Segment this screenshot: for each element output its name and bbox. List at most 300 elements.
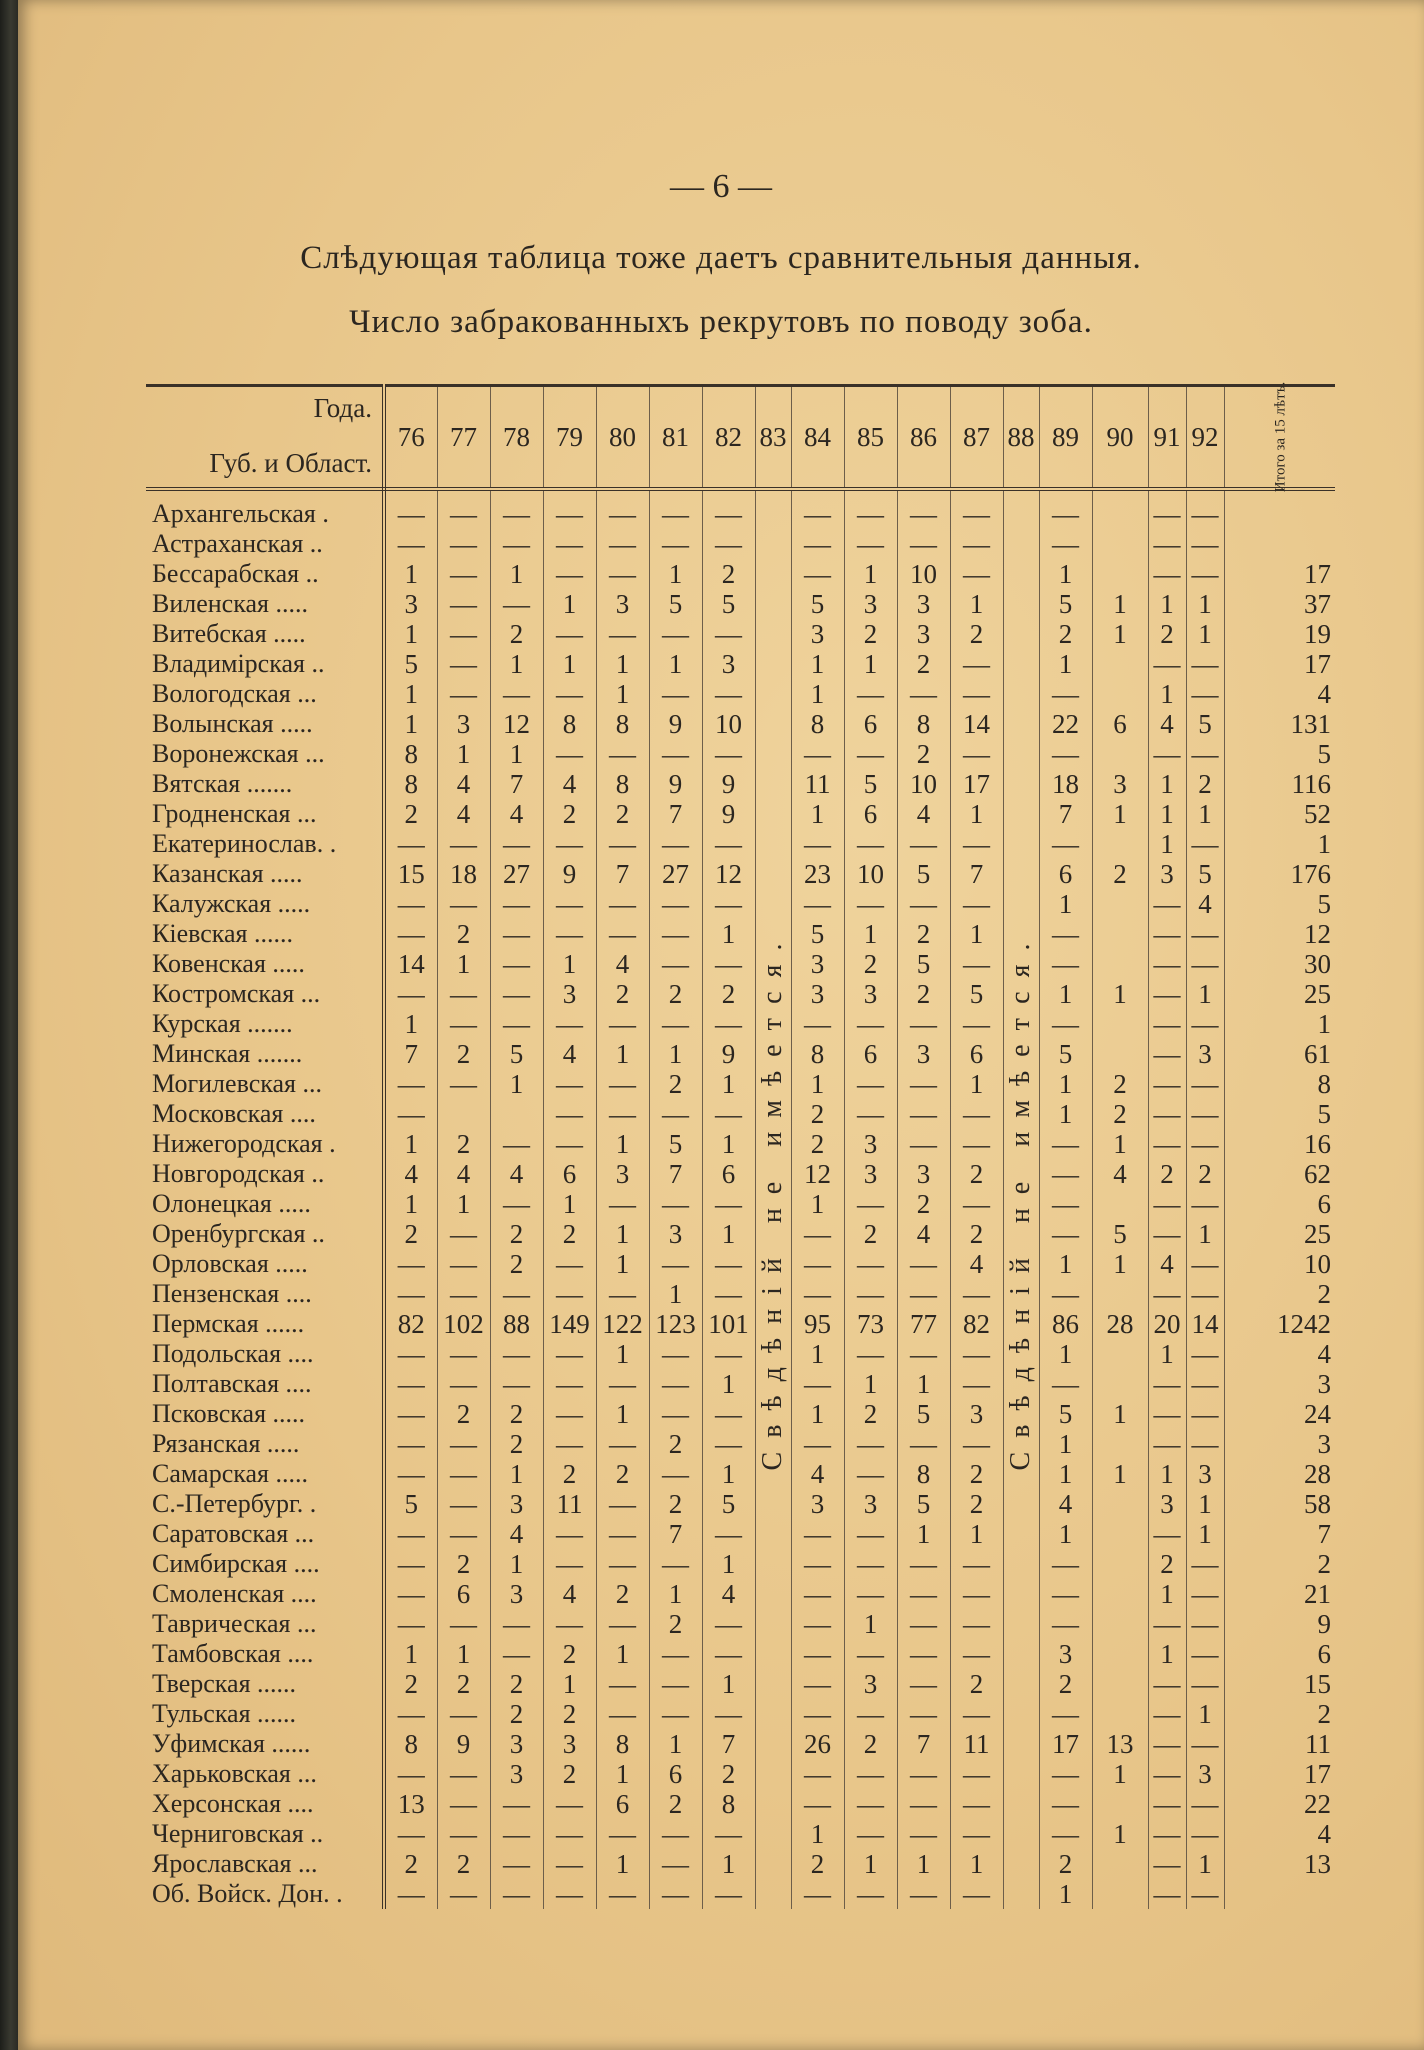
- province-name: Орловская .....: [146, 1249, 384, 1279]
- value-cell: 2: [649, 979, 702, 1009]
- province-name: Самарская .....: [146, 1459, 384, 1489]
- value-cell: —: [702, 489, 755, 529]
- value-cell: 11: [543, 1489, 596, 1519]
- province-name: Казанская .....: [146, 859, 384, 889]
- value-cell: —: [596, 739, 649, 769]
- value-cell: 17: [1039, 1729, 1092, 1759]
- value-cell: —: [897, 1699, 950, 1729]
- table-row: [146, 1819, 1335, 1849]
- value-cell: 2: [950, 1459, 1003, 1489]
- value-cell: —: [702, 1609, 755, 1639]
- value-cell: —: [384, 1099, 437, 1129]
- value-cell: 1: [1092, 979, 1148, 1009]
- province-name: Об. Войск. Дон. .: [146, 1879, 384, 1909]
- value-cell: 7: [596, 859, 649, 889]
- value-cell: 1: [649, 1579, 702, 1609]
- value-cell: —: [1039, 1129, 1092, 1159]
- value-cell: 3: [596, 589, 649, 619]
- value-cell: 1: [1186, 1519, 1224, 1549]
- value-cell: —: [950, 1549, 1003, 1579]
- value-cell: 4: [702, 1579, 755, 1609]
- total-cell: 17: [1304, 649, 1331, 679]
- value-cell: 2: [437, 1399, 490, 1429]
- value-cell: 2: [1186, 1159, 1224, 1189]
- value-cell: —: [437, 1369, 490, 1399]
- value-cell: 14: [384, 949, 437, 979]
- value-cell: —: [384, 919, 437, 949]
- value-cell: 1: [1186, 799, 1224, 829]
- value-cell: —: [437, 1459, 490, 1489]
- value-cell: 4: [543, 769, 596, 799]
- value-cell: 2: [1039, 619, 1092, 649]
- value-cell: 9: [543, 859, 596, 889]
- value-cell: 2: [844, 1729, 897, 1759]
- value-cell: —: [897, 1759, 950, 1789]
- value-cell: —: [1148, 1669, 1186, 1699]
- value-cell: —: [543, 1069, 596, 1099]
- value-cell: —: [596, 1819, 649, 1849]
- value-cell: 5: [1186, 709, 1224, 739]
- value-cell: 1: [1148, 1579, 1186, 1609]
- table-row: [146, 709, 1335, 739]
- value-cell: —: [1039, 529, 1092, 559]
- value-cell: 1: [1148, 829, 1186, 859]
- value-cell: —: [791, 559, 844, 589]
- value-cell: 7: [702, 1729, 755, 1759]
- book-page: [18, 0, 1424, 2050]
- value-cell: —: [1039, 1279, 1092, 1309]
- value-cell: —: [384, 889, 437, 919]
- value-cell: [1092, 1039, 1148, 1069]
- value-cell: —: [1148, 1219, 1186, 1249]
- value-cell: 3: [1092, 769, 1148, 799]
- value-cell: 1: [1186, 1489, 1224, 1519]
- value-cell: —: [1148, 1609, 1186, 1639]
- value-cell: —: [1148, 1849, 1186, 1879]
- province-name: Виленская .....: [146, 589, 384, 619]
- value-cell: [1092, 1549, 1148, 1579]
- table-row: [146, 1159, 1335, 1189]
- value-cell: [1092, 1579, 1148, 1609]
- page-number: — 6 —: [670, 168, 772, 205]
- value-cell: 2: [1092, 859, 1148, 889]
- value-cell: —: [1148, 1729, 1186, 1759]
- value-cell: 1: [950, 589, 1003, 619]
- value-cell: —: [844, 1249, 897, 1279]
- value-cell: —: [1148, 1009, 1186, 1039]
- value-cell: —: [543, 1249, 596, 1279]
- value-cell: 5: [490, 1039, 543, 1069]
- value-cell: —: [1039, 1609, 1092, 1639]
- value-cell: 1: [1186, 1849, 1224, 1879]
- value-cell: 1: [1186, 619, 1224, 649]
- value-cell: —: [897, 1429, 950, 1459]
- value-cell: —: [791, 1519, 844, 1549]
- value-cell: —: [897, 889, 950, 919]
- value-cell: —: [490, 1789, 543, 1819]
- total-cell: 12: [1304, 919, 1331, 949]
- value-cell: 1: [897, 1849, 950, 1879]
- value-cell: 7: [490, 769, 543, 799]
- value-cell: —: [596, 1549, 649, 1579]
- value-cell: 3: [844, 589, 897, 619]
- value-cell: —: [384, 1279, 437, 1309]
- table-row: [146, 1309, 1335, 1339]
- value-cell: 1: [1148, 769, 1186, 799]
- value-cell: —: [1186, 1069, 1224, 1099]
- value-cell: —: [1148, 949, 1186, 979]
- province-name: Витебская .....: [146, 619, 384, 649]
- value-cell: 9: [649, 769, 702, 799]
- value-cell: 8: [596, 709, 649, 739]
- value-cell: 3: [844, 979, 897, 1009]
- value-cell: —: [844, 1189, 897, 1219]
- value-cell: 1: [950, 1519, 1003, 1549]
- value-cell: 1: [543, 589, 596, 619]
- value-cell: —: [437, 1609, 490, 1639]
- province-name: Уфимская ......: [146, 1729, 384, 1759]
- total-cell: 58: [1304, 1489, 1331, 1519]
- value-cell: 1: [596, 1039, 649, 1069]
- table-row: [146, 679, 1335, 709]
- value-cell: —: [702, 889, 755, 919]
- value-cell: —: [543, 559, 596, 589]
- value-cell: 2: [437, 919, 490, 949]
- province-name: Псковская .....: [146, 1399, 384, 1429]
- value-cell: —: [649, 489, 702, 529]
- value-cell: —: [897, 489, 950, 529]
- province-name: Владимірская ..: [146, 649, 384, 679]
- value-cell: 5: [897, 1399, 950, 1429]
- total-cell: 6: [1317, 1639, 1331, 1669]
- value-cell: —: [490, 529, 543, 559]
- value-cell: —: [702, 1699, 755, 1729]
- value-cell: 1: [437, 949, 490, 979]
- value-cell: 1: [791, 1339, 844, 1369]
- value-cell: [1092, 1429, 1148, 1459]
- province-name: Костромская ...: [146, 979, 384, 1009]
- total-cell: 25: [1304, 1219, 1331, 1249]
- value-cell: [1092, 1369, 1148, 1399]
- value-cell: 3: [950, 1399, 1003, 1429]
- value-cell: 14: [950, 709, 1003, 739]
- value-cell: 5: [649, 1129, 702, 1159]
- table-row: [146, 1399, 1335, 1429]
- value-cell: 88: [490, 1309, 543, 1339]
- value-cell: —: [791, 739, 844, 769]
- value-cell: —: [596, 1369, 649, 1399]
- value-cell: [1092, 529, 1148, 559]
- value-cell: 8: [596, 1729, 649, 1759]
- value-cell: 3: [844, 1669, 897, 1699]
- value-cell: 122: [596, 1309, 649, 1339]
- value-cell: 4: [490, 1159, 543, 1189]
- province-name: Херсонская ....: [146, 1789, 384, 1819]
- value-cell: —: [950, 1639, 1003, 1669]
- value-cell: 3: [1186, 1759, 1224, 1789]
- value-cell: 7: [897, 1729, 950, 1759]
- value-cell: [1092, 1669, 1148, 1699]
- value-cell: 8: [897, 1459, 950, 1489]
- value-cell: 1: [1039, 1069, 1092, 1099]
- value-cell: —: [384, 1459, 437, 1489]
- value-cell: 3: [543, 979, 596, 1009]
- province-name: Оренбургская ..: [146, 1219, 384, 1249]
- value-cell: —: [844, 1339, 897, 1369]
- province-name: Могилевская ...: [146, 1069, 384, 1099]
- value-cell: 2: [702, 1759, 755, 1789]
- table-row: [146, 1279, 1335, 1309]
- value-cell: —: [1039, 1219, 1092, 1249]
- value-cell: —: [1148, 1399, 1186, 1429]
- total-cell: 4: [1317, 1819, 1331, 1849]
- value-cell: 2: [543, 1219, 596, 1249]
- value-cell: 1: [649, 1279, 702, 1309]
- value-cell: 1: [702, 1849, 755, 1879]
- value-cell: —: [543, 1519, 596, 1549]
- value-cell: 6: [702, 1159, 755, 1189]
- value-cell: —: [543, 489, 596, 529]
- province-name: Смоленская ....: [146, 1579, 384, 1609]
- value-cell: 13: [1092, 1729, 1148, 1759]
- value-cell: —: [950, 829, 1003, 859]
- value-cell: —: [791, 1279, 844, 1309]
- table-row: [146, 919, 1335, 949]
- table-row: [146, 1339, 1335, 1369]
- value-cell: 8: [791, 709, 844, 739]
- value-cell: 8: [596, 769, 649, 799]
- value-cell: 1: [596, 1249, 649, 1279]
- value-cell: 10: [844, 859, 897, 889]
- province-name: Волынская .....: [146, 709, 384, 739]
- value-cell: 8: [384, 739, 437, 769]
- value-cell: 4: [543, 1579, 596, 1609]
- value-cell: 1: [490, 1069, 543, 1099]
- value-cell: —: [950, 559, 1003, 589]
- value-cell: 4: [490, 1519, 543, 1549]
- value-cell: 5: [649, 589, 702, 619]
- value-cell: —: [1039, 1699, 1092, 1729]
- value-cell: —: [844, 739, 897, 769]
- value-cell: 2: [897, 649, 950, 679]
- value-cell: 2: [1148, 619, 1186, 649]
- value-cell: —: [1186, 649, 1224, 679]
- value-cell: 1: [543, 649, 596, 679]
- value-cell: —: [1186, 1279, 1224, 1309]
- value-cell: 1: [1148, 799, 1186, 829]
- table-row: [146, 1549, 1335, 1579]
- value-cell: —: [897, 1069, 950, 1099]
- value-cell: 1: [702, 1219, 755, 1249]
- value-cell: —: [543, 1339, 596, 1369]
- table-row: [146, 1429, 1335, 1459]
- total-cell: 3: [1317, 1429, 1331, 1459]
- value-cell: 2: [791, 1849, 844, 1879]
- value-cell: —: [791, 1759, 844, 1789]
- province-name: Черниговская ..: [146, 1819, 384, 1849]
- value-cell: —: [1148, 1189, 1186, 1219]
- value-cell: 4: [950, 1249, 1003, 1279]
- province-name: Симбирская ....: [146, 1549, 384, 1579]
- value-cell: —: [649, 829, 702, 859]
- value-cell: —: [1039, 949, 1092, 979]
- value-cell: —: [490, 679, 543, 709]
- total-header: [1224, 381, 1335, 493]
- total-cell: 17: [1304, 1759, 1331, 1789]
- value-cell: 1: [702, 1129, 755, 1159]
- value-cell: 1: [950, 919, 1003, 949]
- table-row: [146, 1759, 1335, 1789]
- value-cell: 3: [897, 1039, 950, 1069]
- value-cell: 149: [543, 1309, 596, 1339]
- value-cell: —: [791, 1369, 844, 1399]
- value-cell: —: [596, 1069, 649, 1099]
- total-cell: 4: [1317, 679, 1331, 709]
- province-name: Архангельская .: [146, 489, 384, 529]
- value-cell: 1: [384, 709, 437, 739]
- value-cell: —: [437, 1009, 490, 1039]
- value-cell: 1: [490, 559, 543, 589]
- value-cell: —: [1148, 1519, 1186, 1549]
- province-name: Кіевская ......: [146, 919, 384, 949]
- value-cell: —: [1186, 949, 1224, 979]
- table-row: [146, 1699, 1335, 1729]
- value-cell: —: [543, 1549, 596, 1579]
- value-cell: —: [649, 1669, 702, 1699]
- total-cell: 52: [1304, 799, 1331, 829]
- value-cell: 1: [1039, 1099, 1092, 1129]
- value-cell: —: [844, 679, 897, 709]
- no-data-column: [755, 489, 791, 1909]
- province-name: Саратовская ...: [146, 1519, 384, 1549]
- value-cell: —: [543, 619, 596, 649]
- value-cell: 1: [1039, 559, 1092, 589]
- value-cell: —: [702, 679, 755, 709]
- value-cell: 4: [791, 1459, 844, 1489]
- value-cell: —: [490, 1009, 543, 1039]
- value-cell: —: [950, 1339, 1003, 1369]
- year-header: 86: [897, 386, 950, 490]
- value-cell: —: [649, 1849, 702, 1879]
- value-cell: —: [897, 529, 950, 559]
- value-cell: 9: [702, 799, 755, 829]
- year-header: 78: [490, 386, 543, 490]
- value-cell: —: [490, 829, 543, 859]
- total-cell: 1: [1317, 829, 1331, 859]
- value-cell: 1: [791, 1399, 844, 1429]
- value-cell: —: [897, 679, 950, 709]
- value-cell: 2: [897, 979, 950, 1009]
- total-cell: 1242: [1277, 1309, 1331, 1339]
- value-cell: —: [1186, 679, 1224, 709]
- value-cell: 1: [596, 1399, 649, 1429]
- value-cell: —: [844, 1429, 897, 1459]
- value-cell: —: [543, 739, 596, 769]
- value-cell: 4: [596, 949, 649, 979]
- value-cell: —: [490, 1279, 543, 1309]
- value-cell: —: [437, 1219, 490, 1249]
- value-cell: —: [1186, 1189, 1224, 1219]
- value-cell: —: [1186, 1819, 1224, 1849]
- value-cell: —: [490, 589, 543, 619]
- value-cell: 1: [950, 1069, 1003, 1099]
- value-cell: 1: [596, 1129, 649, 1159]
- value-cell: —: [702, 1639, 755, 1669]
- no-data-note: Свѣдѣній не имѣется.: [1005, 929, 1036, 1471]
- value-cell: 22: [1039, 709, 1092, 739]
- value-cell: 1: [649, 559, 702, 589]
- value-cell: 1: [844, 1849, 897, 1879]
- value-cell: —: [384, 529, 437, 559]
- value-cell: —: [1039, 739, 1092, 769]
- value-cell: —: [596, 1189, 649, 1219]
- value-cell: —: [791, 1879, 844, 1909]
- value-cell: —: [791, 1219, 844, 1249]
- value-cell: 6: [844, 1039, 897, 1069]
- value-cell: —: [384, 1879, 437, 1909]
- value-cell: 2: [844, 619, 897, 649]
- value-cell: —: [437, 1879, 490, 1909]
- value-cell: 2: [950, 1669, 1003, 1699]
- value-cell: 9: [437, 1729, 490, 1759]
- value-cell: [1092, 1339, 1148, 1369]
- value-cell: —: [844, 489, 897, 529]
- value-cell: —: [950, 1609, 1003, 1639]
- table-row: [146, 1669, 1335, 1699]
- value-cell: —: [384, 1699, 437, 1729]
- value-cell: 1: [1092, 1819, 1148, 1849]
- value-cell: —: [950, 1879, 1003, 1909]
- value-cell: —: [1186, 829, 1224, 859]
- value-cell: —: [1039, 1369, 1092, 1399]
- total-cell: 3: [1317, 1369, 1331, 1399]
- value-cell: 11: [950, 1729, 1003, 1759]
- total-cell: 22: [1304, 1789, 1331, 1819]
- recruit-goiter-table: [146, 381, 1335, 1909]
- value-cell: 4: [1092, 1159, 1148, 1189]
- value-cell: —: [950, 949, 1003, 979]
- corner-cell: [146, 386, 384, 490]
- value-cell: 1: [1186, 1699, 1224, 1729]
- value-cell: 3: [437, 709, 490, 739]
- value-cell: —: [596, 889, 649, 919]
- value-cell: —: [1186, 1249, 1224, 1279]
- province-name: Вятская .......: [146, 769, 384, 799]
- value-cell: 14: [1186, 1309, 1224, 1339]
- value-cell: 2: [897, 1189, 950, 1219]
- value-cell: —: [844, 1549, 897, 1579]
- value-cell: 2: [384, 799, 437, 829]
- value-cell: —: [702, 739, 755, 769]
- value-cell: 86: [1039, 1309, 1092, 1339]
- value-cell: 1: [596, 1639, 649, 1669]
- value-cell: [1092, 889, 1148, 919]
- value-cell: —: [1186, 1369, 1224, 1399]
- value-cell: —: [384, 1579, 437, 1609]
- year-header: 91: [1148, 386, 1186, 490]
- value-cell: —: [490, 979, 543, 1009]
- value-cell: —: [649, 739, 702, 769]
- value-cell: 6: [596, 1789, 649, 1819]
- value-cell: 27: [649, 859, 702, 889]
- value-cell: 1: [844, 559, 897, 589]
- value-cell: 3: [596, 1159, 649, 1189]
- value-cell: —: [897, 1639, 950, 1669]
- value-cell: 2: [897, 739, 950, 769]
- value-cell: 5: [844, 769, 897, 799]
- value-cell: —: [437, 1069, 490, 1099]
- province-name: Тульская ......: [146, 1699, 384, 1729]
